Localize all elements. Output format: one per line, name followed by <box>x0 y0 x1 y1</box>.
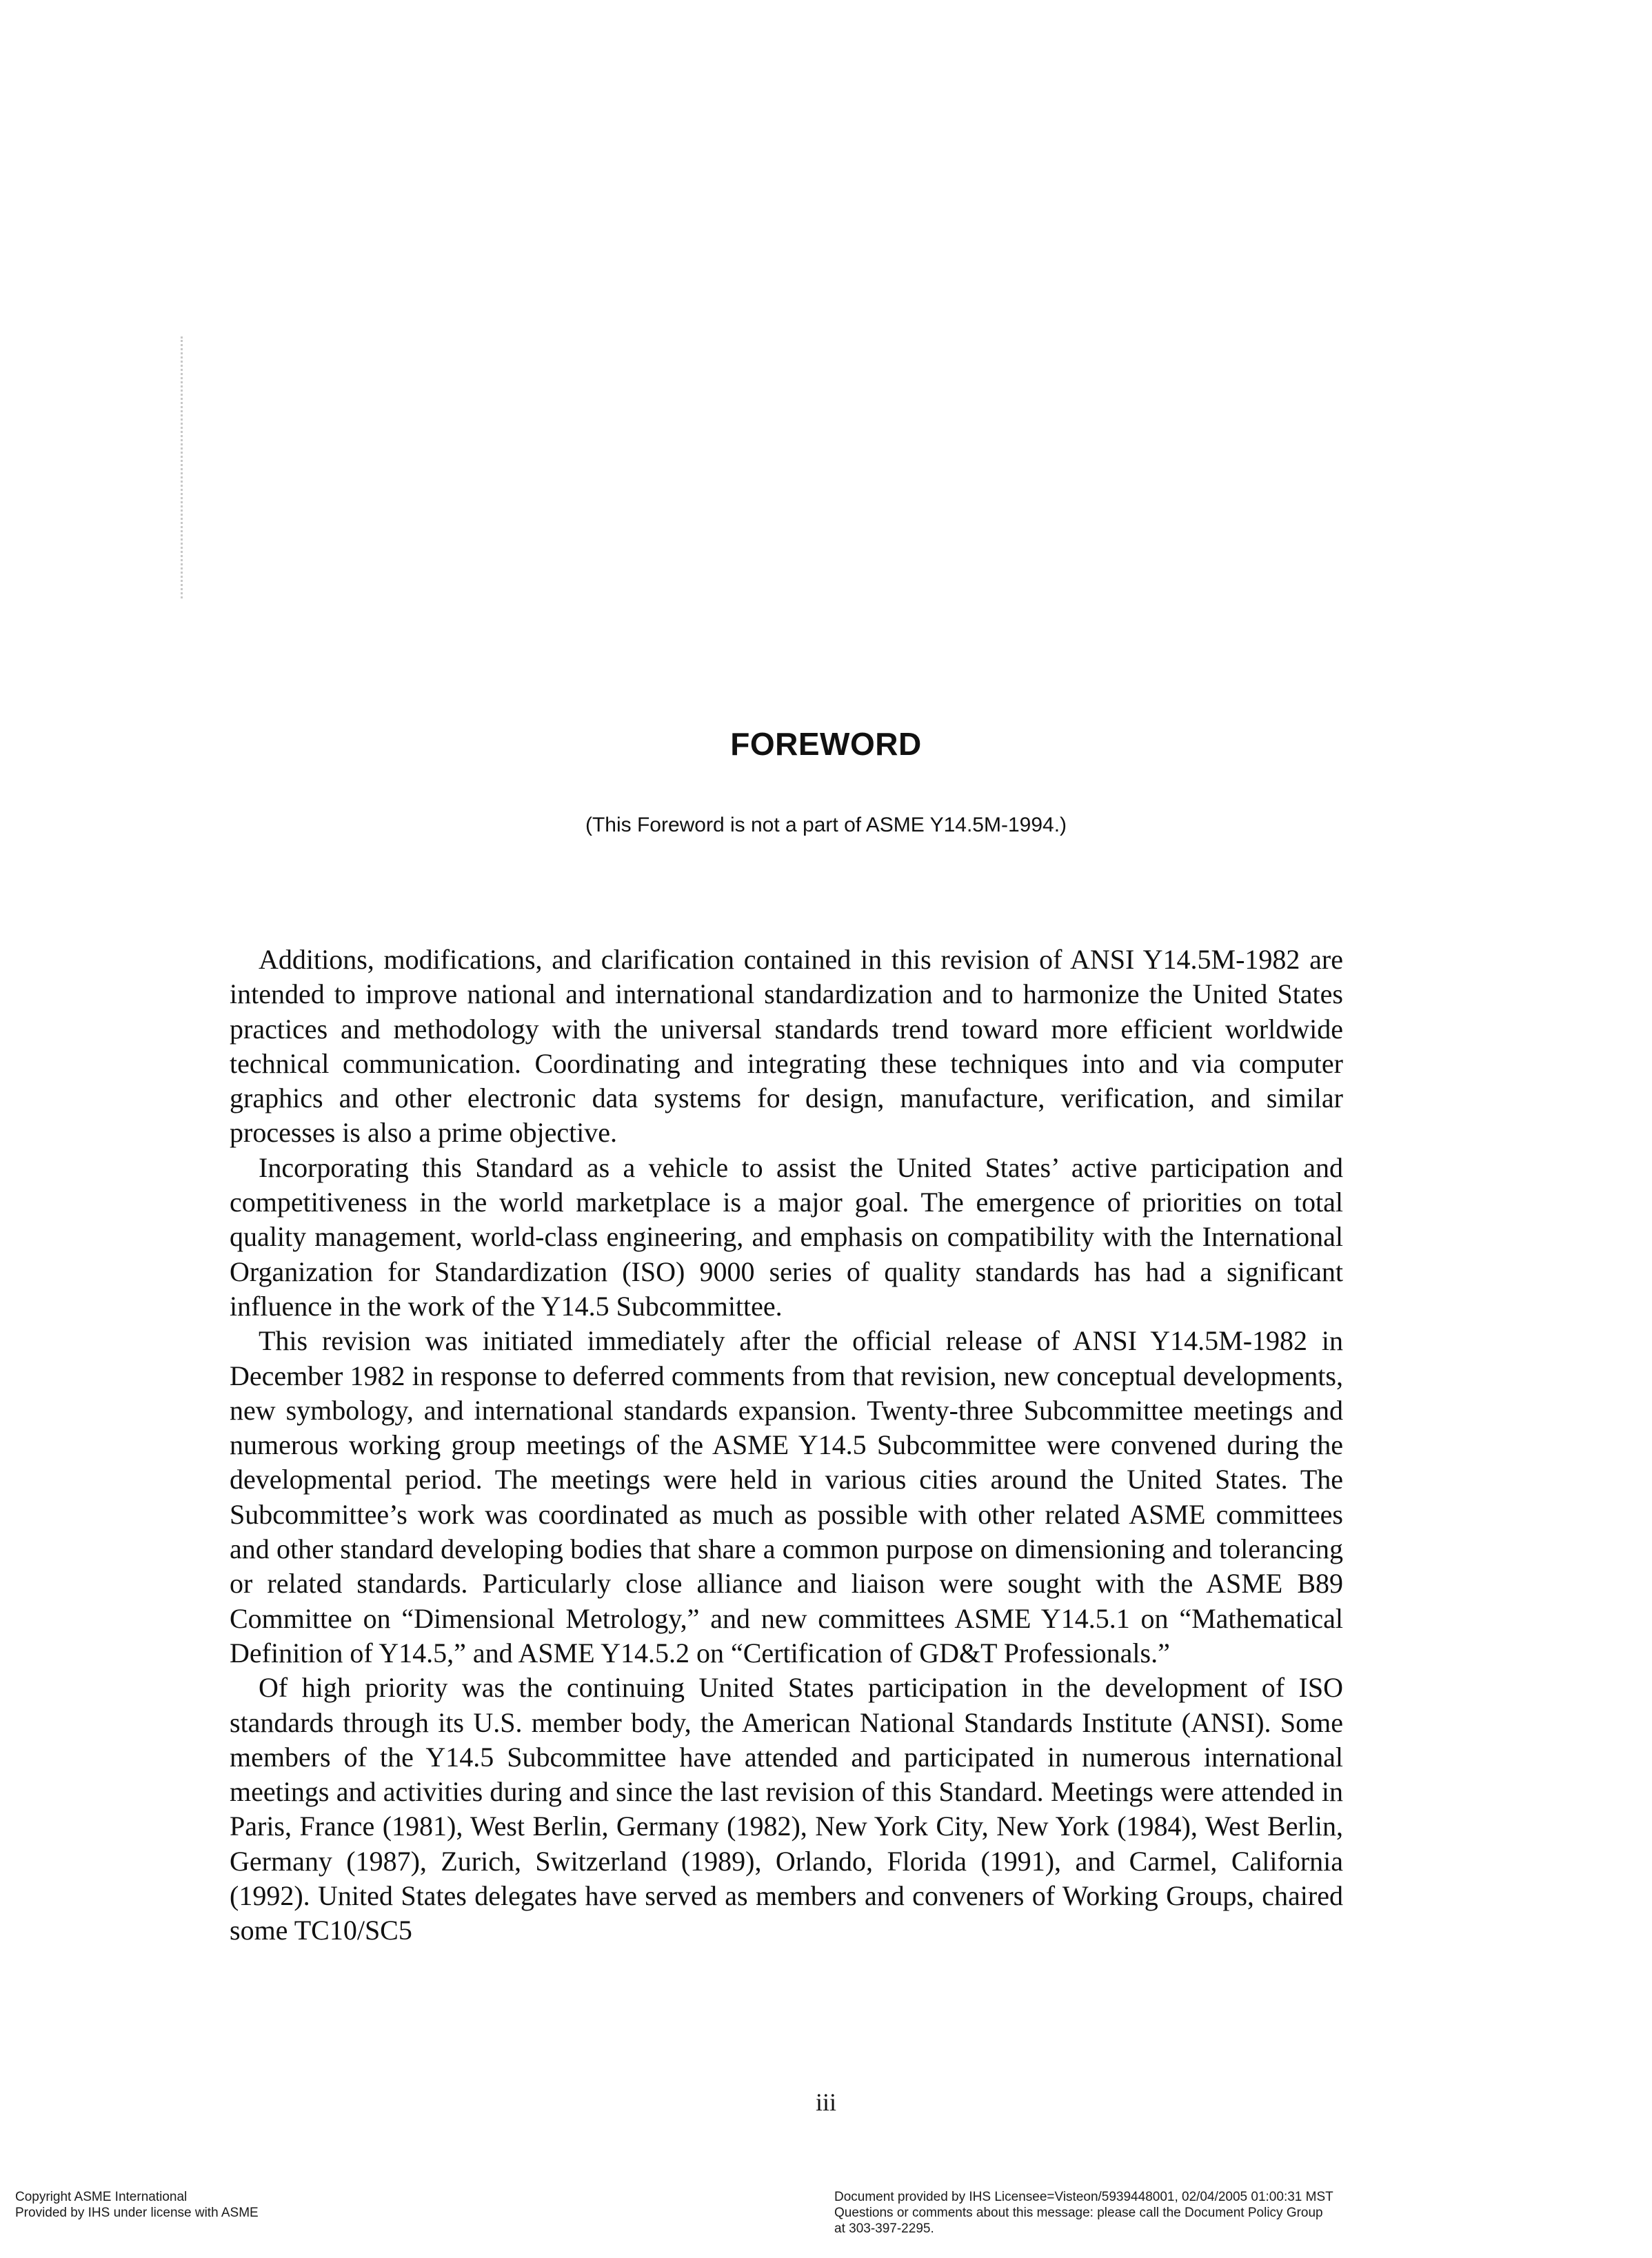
footer-license-line: Provided by IHS under license with ASME <box>15 2206 259 2220</box>
footer-licensee-line: Document provided by IHS Licensee=Visteon/5939448001, 02/04/2005 01:00:31 MST <box>834 2190 1333 2204</box>
footer-questions-line: Questions or comments about this message: please call the Document Policy Group <box>834 2206 1323 2220</box>
footer-copyright-line: Copyright ASME International <box>15 2190 188 2204</box>
scan-artifact-marks <box>181 336 191 598</box>
page-number: iii <box>815 2088 836 2116</box>
paragraph: Additions, modifications, and clarification contained in this revision of ANSI Y14.5M-1982 are intended to improve national and international standardization and to harmonize the United States practices and methodology with the universal standards trend toward more efficient worldwide technical communication. Coordinating and integrating these techniques into and via computer graphics and other electronic data systems for design, manufacture, verification, and similar processes is also a prime objective. <box>230 944 1343 1149</box>
foreword-body <box>230 942 1343 1948</box>
footer-phone-line: at 303-397-2295. <box>834 2221 934 2236</box>
page-subtitle: (This Foreword is not a part of ASME Y14.5M-1994.) <box>585 814 1067 836</box>
footer-document-info <box>834 2189 1386 2237</box>
paragraph: This revision was initiated immediately after the official release of ANSI Y14.5M-1982 in December 1982 in response to deferred comments from that revision, new conceptual developments, new symbology, and international standards expansion. Twenty-three Subcommittee meetings and numerous working group meetings of the ASME Y14.5 Subcommittee were convened during the developmental period. The meetings were held in various cities around the United States. The Subcommittee’s work was coordinated as much as possible with other related ASME committees and other standard developing bodies that share a common purpose on dimensioning and tolerancing or related standards. Particularly close alliance and liaison were sought with the ASME B89 Committee on “Dimensional Metrology,” and new committees ASME Y14.5.1 on “Mathematical Definition of Y14.5,” and ASME Y14.5.2 on “Certification of GD&T Professionals.” <box>230 1325 1343 1669</box>
page-title: FOREWORD <box>730 726 922 762</box>
paragraph: Of high priority was the continuing United States participation in the development of ISO standards through its U.S. member body, the American National Standards Institute (ANSI). Some members of the Y14.5 Subcommittee have attended and participated in numerous international meetings and activities during and since the last revision of this Standard. Meetings were attended in Paris, France (1981), West Berlin, Germany (1982), New York City, New York (1984), West Berlin, Germany (1987), Zurich, Switzerland (1989), Orlando, Florida (1991), and Carmel, California (1992). United States delegates have served as members and conveners of Working Groups, chaired some TC10/SC5 <box>230 1672 1343 1946</box>
paragraph: Incorporating this Standard as a vehicle to assist the United States’ active participation and competitiveness in the world marketplace is a major goal. The emergence of priorities on total quality management, world-class engineering, and emphasis on compatibility with the International Organization for Standardization (ISO) 9000 series of quality standards has had a significant influence in the work of the Y14.5 Subcommittee. <box>230 1151 1343 1322</box>
footer-copyright <box>15 2189 259 2221</box>
